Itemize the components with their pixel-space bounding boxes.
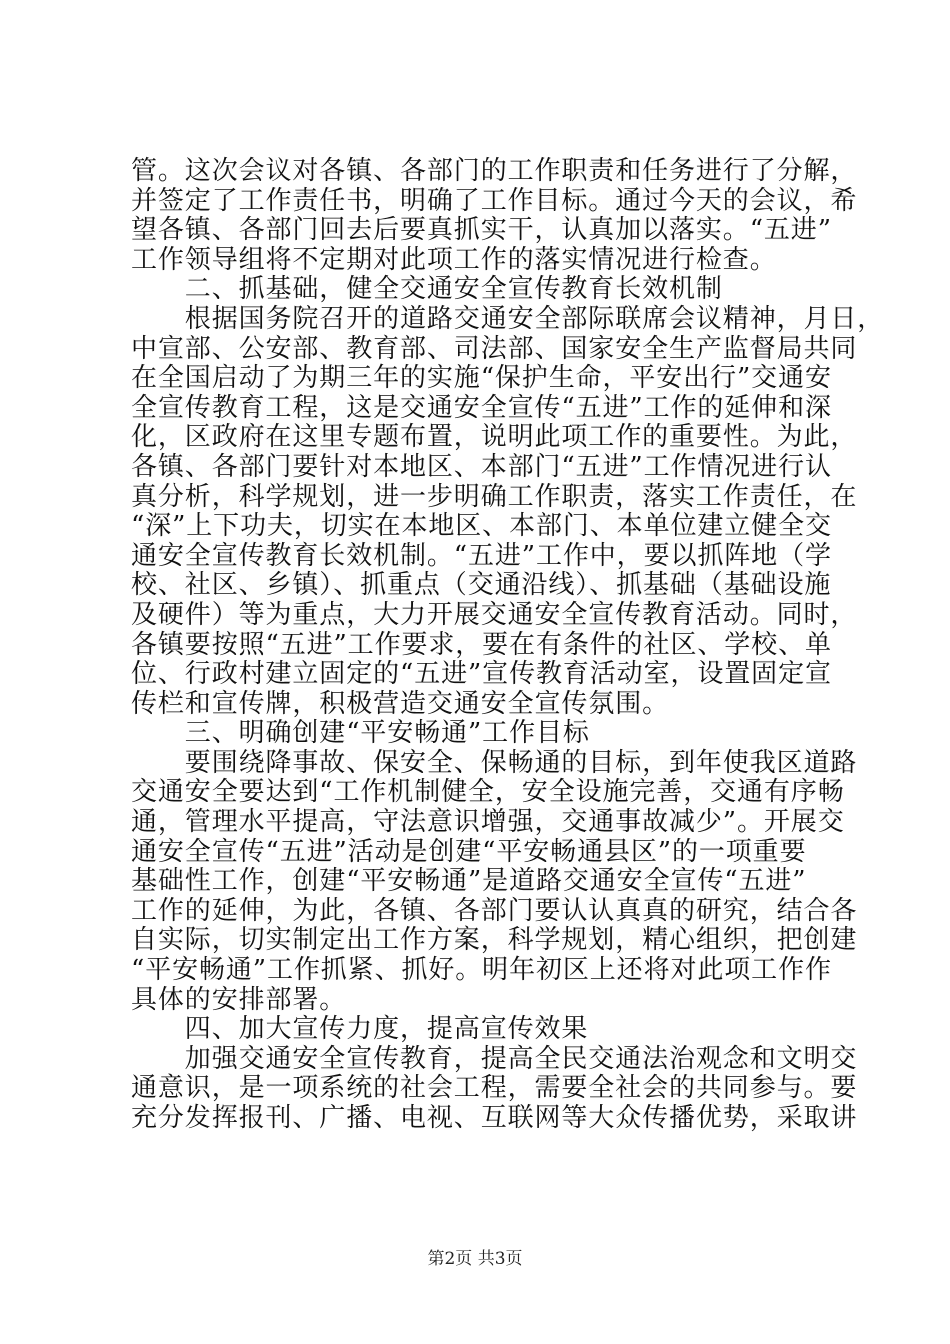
section-heading: 二、抓基础，健全交通安全宣传教育长效机制 [131,274,723,305]
text-line: 全宣传教育工程，这是交通安全宣传“五进”工作的延伸和深 [131,392,832,423]
text-line: 充分发挥报刊、广播、电视、互联网等大众传播优势，采取讲 [131,1103,858,1133]
text-line: 真分析，科学规划，进一步明确工作职责，落实工作责任，在 [131,481,858,512]
text-line: 通安全宣传“五进”活动是创建“平安畅通县区”的一项重要 [131,836,807,867]
text-line: 位、行政村建立固定的“五进”宣传教育活动室，设置固定宣 [131,659,832,690]
text-line: 管。这次会议对各镇、各部门的工作职责和任务进行了分解， [131,156,858,186]
text-line: 各镇要按照“五进”工作要求，要在有条件的社区、学校、单 [131,629,832,660]
text-line: 加强交通安全宣传教育，提高全民交通法治观念和文明交 [131,1043,858,1074]
text-line: 传栏和宣传牌，积极营造交通安全宣传氛围。 [131,688,670,719]
text-line: 校、社区、乡镇）、抓重点（交通沿线）、抓基础（基础设施 [131,570,832,601]
text-line: “平安畅通”工作抓紧、抓好。明年初区上还将对此项工作作 [131,955,832,986]
text-line: 并签定了工作责任书，明确了工作目标。通过今天的会议，希 [131,185,858,216]
text-line: 通意识，是一项系统的社会工程，需要全社会的共同参与。要 [131,1073,858,1104]
text-line: 通安全宣传教育长效机制。“五进”工作中，要以抓阵地（学 [131,540,832,571]
section-heading: 四、加大宣传力度，提高宣传效果 [131,1014,589,1045]
text-line: 基础性工作，创建“平安畅通”是道路交通安全宣传“五进” [131,866,807,897]
text-line: 各镇、各部门要针对本地区、本部门“五进”工作情况进行认 [131,451,832,482]
text-line: 在全国启动了为期三年的实施“保护生命，平安出行”交通安 [131,363,832,394]
text-line: 工作领导组将不定期对此项工作的落实情况进行检查。 [131,244,777,275]
text-line: “深”上下功夫，切实在本地区、本部门、本单位建立健全交 [131,511,832,542]
text-line: 及硬件）等为重点，大力开展交通安全宣传教育活动。同时， [131,599,858,630]
text-line: 工作的延伸，为此，各镇、各部门要认认真真的研究，结合各 [131,895,858,926]
text-line: 化，区政府在这里专题布置，说明此项工作的重要性。为此， [131,422,858,453]
text-line: 交通安全要达到“工作机制健全，安全设施完善，交通有序畅 [131,777,845,808]
text-line: 根据国务院召开的道路交通安全部际联席会议精神，月日， [131,303,885,334]
document-body [131,156,885,1134]
text-line: 自实际，切实制定出工作方案，科学规划，精心组织，把创建 [131,925,858,956]
text-line: 具体的安排部署。 [131,984,347,1015]
text-line: 望各镇、各部门回去后要真抓实干，认真加以落实。“五进” [131,215,832,246]
page-number-footer: 第2页 共3页 [427,1249,523,1269]
section-heading: 三、明确创建“平安畅通”工作目标 [131,718,590,749]
text-line: 通，管理水平提高，守法意识增强，交通事故减少”。开展交 [131,807,845,838]
text-line: 要围绕降事故、保安全、保畅通的目标，到年使我区道路 [131,747,858,778]
text-line: 中宣部、公安部、教育部、司法部、国家安全生产监督局共同 [131,333,858,364]
